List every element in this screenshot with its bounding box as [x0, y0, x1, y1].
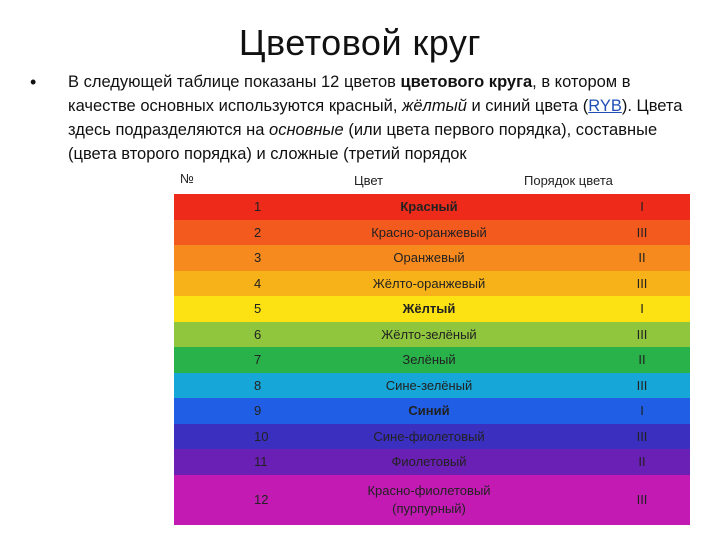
cell-order: II [638, 454, 646, 470]
cell-order: I [640, 403, 644, 419]
bullet-marker: • [30, 72, 37, 92]
cell-number: 7 [254, 352, 262, 368]
header-order: Порядок цвета [524, 173, 613, 188]
cell-order: III [636, 377, 648, 393]
cell-color-name: Фиолетовый [391, 454, 467, 470]
cell-number: 1 [254, 199, 262, 215]
bullet-bold-term: цветового круга [400, 73, 533, 91]
cell-order: III [636, 491, 648, 507]
cell-number: 3 [254, 250, 262, 266]
cell-number: 5 [254, 301, 262, 317]
bullet-part-1: В следующей таблице показаны 12 цветов [68, 73, 401, 91]
table-row [174, 194, 690, 220]
cell-order: I [640, 199, 644, 215]
cell-color-name: Красно-оранжевый [371, 224, 487, 240]
bullet-italic-yellow: жёлтый [402, 97, 467, 115]
table-row [174, 322, 690, 348]
table-row [174, 475, 690, 525]
cell-number: 2 [254, 224, 262, 240]
cell-color-name: Жёлтый [402, 301, 456, 317]
ryb-link[interactable]: RYB [588, 97, 622, 115]
color-table [174, 194, 690, 525]
bullet-part-5: (или цвета первого порядка), составные (цвета второго порядка) и сложные (третий порядок [68, 121, 658, 163]
cell-number: 12 [254, 491, 269, 507]
cell-order: III [636, 275, 648, 291]
bullet-italic-primary: основные [269, 121, 344, 139]
cell-order: III [636, 224, 648, 240]
cell-color-name: Красный [400, 199, 458, 215]
cell-order: III [636, 326, 648, 342]
cell-color-name: Жёлто-оранжевый [372, 275, 486, 291]
table-row [174, 271, 690, 297]
color-table-body [174, 194, 690, 525]
bullet-text [68, 70, 690, 166]
cell-color-name: Красно-фиолетовый (пурпурный) [367, 482, 491, 516]
cell-number: 4 [254, 275, 262, 291]
table-row [174, 296, 690, 322]
bullet-part-3: и синий цвета ( [466, 97, 589, 115]
cell-order: III [636, 428, 648, 444]
cell-order: I [640, 301, 644, 317]
table-header [174, 171, 690, 191]
cell-order: II [638, 352, 646, 368]
bullet-block [30, 70, 690, 166]
bullet-part-4: ). Цвета здесь подразделяются на [68, 97, 683, 139]
cell-color-name: Сине-фиолетовый [373, 428, 485, 444]
table-row [174, 347, 690, 373]
table-row [174, 220, 690, 246]
header-color: Цвет [354, 173, 384, 188]
cell-number: 6 [254, 326, 262, 342]
table-row [174, 424, 690, 450]
table-row [174, 373, 690, 399]
table-row [174, 245, 690, 271]
table-row [174, 449, 690, 475]
cell-number: 10 [254, 428, 269, 444]
bullet-part-2: , в котором в качестве основных используются красный, [68, 73, 631, 115]
slide-title: Цветовой круг [238, 22, 482, 63]
cell-color-name: Сине-зелёный [385, 377, 473, 393]
cell-color-name: Жёлто-зелёный [381, 326, 477, 342]
cell-color-name: Зелёный [402, 352, 456, 368]
header-num: № [180, 171, 194, 186]
table-row [174, 398, 690, 424]
cell-number: 9 [254, 403, 262, 419]
cell-color-name: Синий [408, 403, 450, 419]
cell-order: II [638, 250, 646, 266]
cell-number: 11 [254, 454, 268, 470]
cell-number: 8 [254, 377, 262, 393]
cell-color-name: Оранжевый [393, 250, 465, 266]
